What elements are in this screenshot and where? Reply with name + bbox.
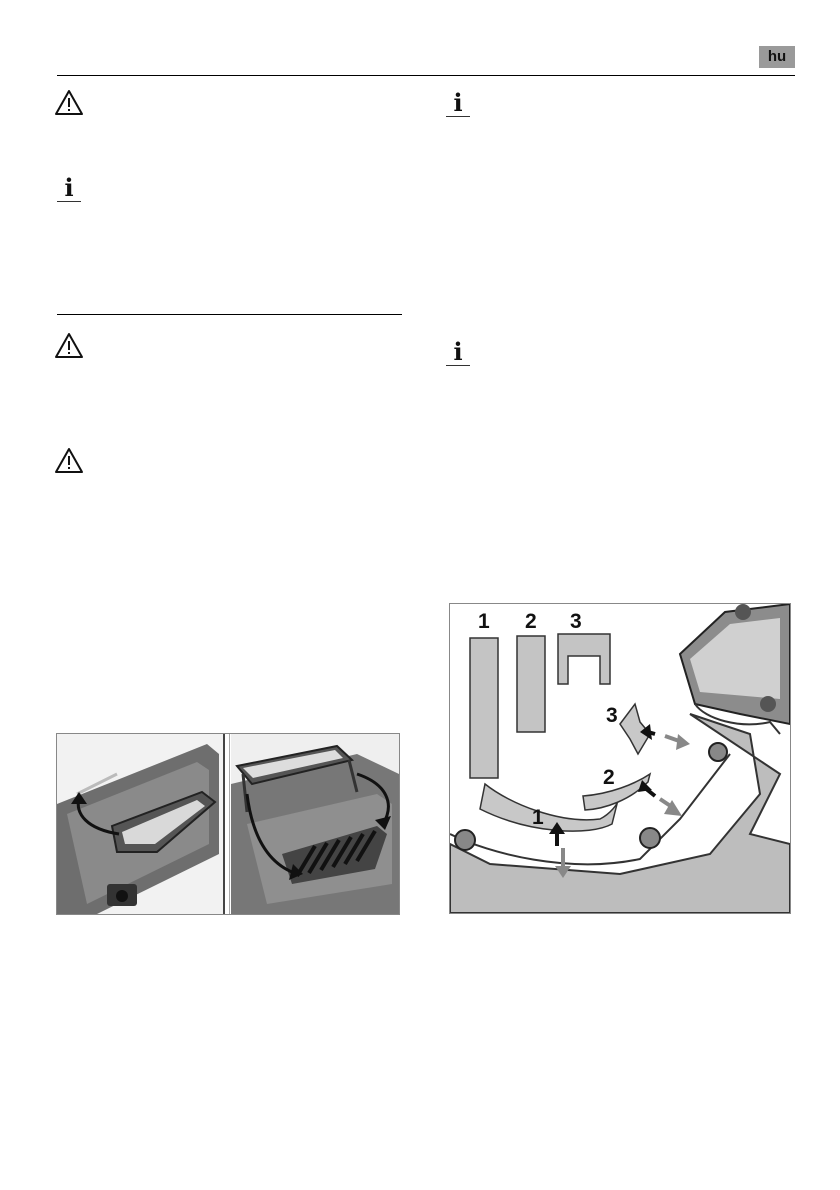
legend-insert-2 [517, 636, 545, 732]
language-badge: hu [759, 46, 795, 68]
part-label-2: 2 [603, 766, 615, 789]
warning-triangle-icon [54, 447, 84, 475]
figure-filter-cover [56, 733, 400, 915]
legend-label-1: 1 [478, 610, 490, 633]
info-icon: i [446, 340, 470, 366]
header-rule [57, 75, 795, 76]
legend-label-2: 2 [525, 610, 537, 633]
part-label-3: 3 [606, 704, 618, 727]
figure-filter-inserts [449, 603, 791, 914]
warning-triangle-icon [54, 332, 84, 360]
legend-label-3: 3 [570, 610, 582, 633]
info-icon: i [57, 176, 81, 202]
legend-insert-1 [470, 638, 498, 778]
section-rule [57, 314, 402, 315]
info-icon: i [446, 91, 470, 117]
warning-triangle-icon [54, 89, 84, 117]
panel-lift-filter-cover [57, 734, 225, 914]
panel-insert-filter [231, 734, 399, 914]
part-label-1: 1 [532, 806, 544, 829]
